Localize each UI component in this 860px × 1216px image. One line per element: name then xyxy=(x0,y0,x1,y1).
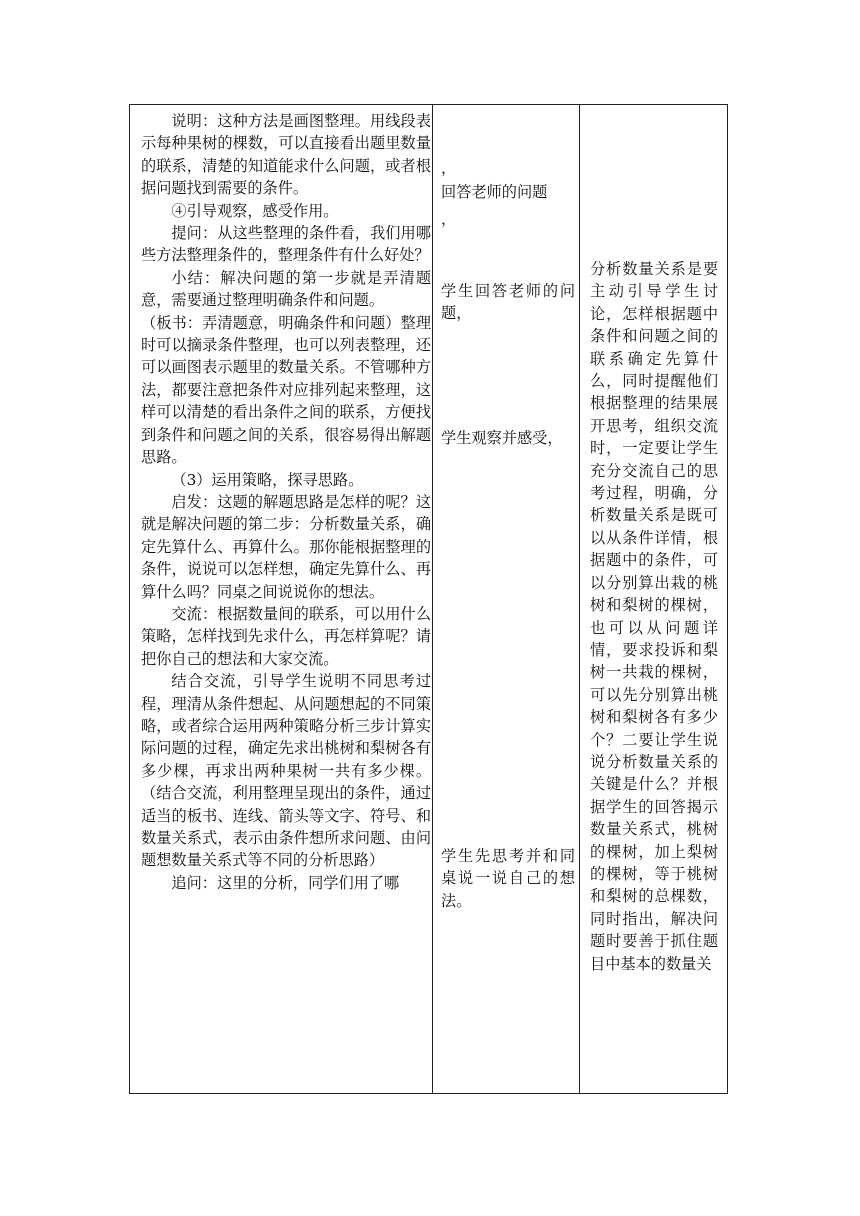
student-note-answer: 回答老师的问题 xyxy=(441,183,548,201)
paragraph-guide-observe: ④引导观察，感受作用。 xyxy=(171,201,339,220)
paragraph-board-writing: （板书：弄清题意，明确条件和问题）整理时可以摘录条件整理，也可以列表整理，还可以画图表示题里的数量关系。不管哪种方法，都要注意把条件对应排列起来整理，这样可以清楚的看出条件之间的联系，方便找到条件和问题之间的关系，很容易得出解题思路。 xyxy=(141,313,431,467)
design-intent-text: 分析数量关系是要主动引导学生讨论，怎样根据题中条件和问题之间的联系确定先算什么，同时提醒他们根据整理的结果展开思考，组织交流时，一定要让学生充分交流自己的思考过程，明确，分析数量关系是既可以从条件详情，根据题中的条件，可以分别算出栽的桃树和梨树的棵树，也可以从问题详情，要求投诉和梨树一共栽的棵树，可以先分别算出桃树和梨树各有多少个？二要让学生说说分析数量关系的关键是什么？并根据学生的回答揭示数量关系式，桃树的棵树，加上梨树的棵树，等于桃树和梨树的总棵数，同时指出，解决问题时要善于抓住题目中基本的数量关 xyxy=(590,260,718,973)
student-note-observe: 学生观察并感受， xyxy=(441,429,563,447)
paragraph-combine-exchange: 结合交流，引导学生说明不同思考过程，理清从条件想起、从问题想起的不同策略，或者综合运用两种策略分析三步计算实际问题的过程，确定先求出桃树和梨树各有多少棵，再求出两种果树一共有多少棵。（结合交流，利用整理呈现出的条件，通过适当的板书、连线、箭头等文字、符号、和数量关系式，表示由条件想所求问题、由问题想数量关系式等不同的分析思路） xyxy=(141,672,431,870)
paragraph-step-heading: （3）运用策略，探寻思路。 xyxy=(171,470,364,489)
student-note-think-discuss: 学生先思考并和同桌说一说自己的想法。 xyxy=(441,847,575,910)
paragraph-explanation: 说明：这种方法是画图整理。用线段表示每种果树的棵数，可以直接看出题里数量的联系，清楚的知道能求什么问题，或者根据问题找到需要的条件。 xyxy=(141,112,431,198)
student-note-answer-question: 学生回答老师的问题， xyxy=(441,282,575,323)
paragraph-question: 提问：从这些整理的条件看，我们用哪些方法整理条件的，整理条件有什么好处？ xyxy=(141,224,431,265)
paragraph-summary: 小结：解决问题的第一步就是弄清题意，需要通过整理明确条件和问题。 xyxy=(141,268,431,310)
design-intent-column xyxy=(590,258,718,975)
paragraph-follow-up: 追问：这里的分析，同学们用了哪 xyxy=(171,873,400,892)
teacher-activity-column xyxy=(141,110,431,894)
lesson-plan-table xyxy=(129,104,728,1094)
paragraph-exchange: 交流：根据数量间的联系，可以用什么策略，怎样找到先求什么，再怎样算呢？请把你自己的想法和大家交流。 xyxy=(141,604,431,668)
paragraph-inspire: 启发：这题的解题思路是怎样的呢？这就是解决问题的第二步：分析数量关系，确定先算什么、再算什么。那你能根据整理的条件，说说可以怎样想，确定先算什么、再算什么吗？同桌之间说说你的想法。 xyxy=(141,492,431,601)
column-divider xyxy=(432,105,433,1093)
column-divider xyxy=(579,105,580,1093)
student-note-comma: ， xyxy=(441,210,457,228)
student-note-comma: ， xyxy=(441,159,457,177)
